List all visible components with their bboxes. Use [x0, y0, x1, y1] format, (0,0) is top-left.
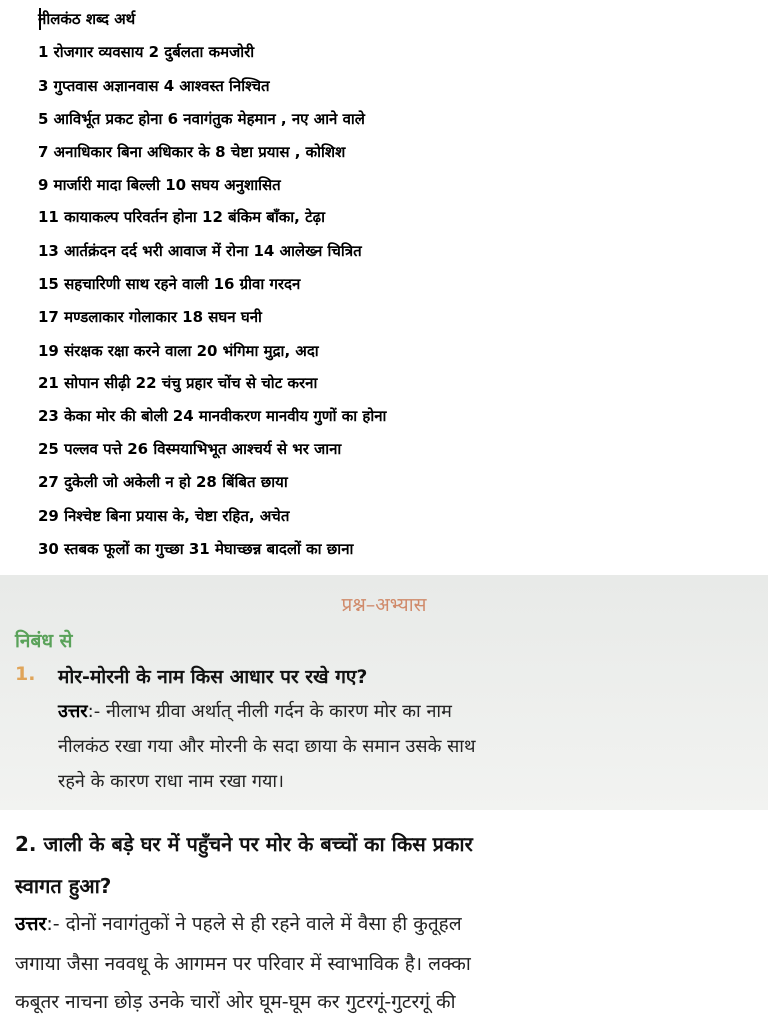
answer-label: उत्तर: [58, 701, 88, 722]
exercise-subheading: निबंध से: [15, 630, 73, 652]
vocab-line-text: 15 सहचारिणी साथ रहने वाली 16 ग्रीवा गरदन: [38, 275, 301, 293]
vocab-line-text: 17 मण्डलाकार गोलाकार 18 सघन घनी: [38, 308, 262, 326]
vocab-line: [38, 202, 325, 232]
question-line: 2. जाली के बड़े घर में पहुँचने पर मोर के बच्चों का किस प्रकार: [15, 832, 473, 856]
vocab-line-text: 25 पल्लव पत्ते 26 विस्मयाभिभूत आश्चर्य से भर जाना: [38, 440, 342, 458]
vocab-line-text: 1 रोजगार व्यवसाय 2 दुर्बलता कमजोरी: [38, 43, 255, 61]
vocab-line-text: 23 केका मोर की बोली 24 मानवीकरण मानवीय गुणों का होना: [38, 407, 387, 425]
vocab-line-text: 27 दुकेली जो अकेली न हो 28 बिंबित छाया: [38, 473, 288, 491]
answer-line: नीलकंठ रखा गया और मोरनी के सदा छाया के समान उसके साथ: [58, 736, 476, 757]
vocab-line: [38, 170, 281, 200]
answer-line: [15, 910, 462, 936]
vocab-line-text: 29 निश्चेष्ट बिना प्रयास के, चेष्टा रहित, अचेत: [38, 507, 290, 525]
answer-text: :- दोनों नवागंतुकों ने पहले से ही रहने वाले में वैसा ही कुतूहल: [46, 913, 462, 935]
answer-line: कबूतर नाचना छोड़ उनके चारों ओर घूम-घूम कर गुटरगूं-गुटरगूं की: [15, 991, 456, 1013]
vocab-line: [38, 269, 300, 299]
vocab-line: [38, 137, 345, 167]
answer-label: उत्तर: [15, 913, 47, 935]
answer-line: [58, 699, 452, 723]
vocab-line-text: 19 संरक्षक रक्षा करने वाला 20 भंगिमा मुद्रा, अदा: [38, 342, 319, 360]
vocab-line: [38, 37, 254, 67]
vocab-line-text: 7 अनाधिकार बिना अधिकार के 8 चेष्टा प्रयास , कोशिश: [38, 143, 346, 161]
vocab-line: [38, 501, 289, 531]
vocab-line-text: 30 स्तबक फूलों का गुच्छा 31 मेघाच्छन्न बादलों का छाना: [38, 540, 354, 558]
vocab-line-text: नीलकंठ शब्द अर्थ: [38, 10, 136, 28]
answer-text: :- नीलाभ ग्रीवा अर्थात् नीली गर्दन के कारण मोर का नाम: [87, 701, 452, 722]
exercise-section: [0, 575, 768, 810]
vocab-line: [38, 434, 341, 464]
vocab-line-text: 13 आर्तक्रंदन दर्द भरी आवाज में रोना 14 आलेख्न चित्रित: [38, 242, 362, 260]
vocab-line: [38, 336, 319, 366]
question-text: मोर-मोरनी के नाम किस आधार पर रखे गए?: [58, 666, 368, 688]
question-line: स्वागत हुआ?: [15, 874, 112, 898]
vocab-line: [38, 401, 386, 431]
vocab-line: [38, 302, 262, 332]
vocab-line-text: 9 मार्जारी मादा बिल्ली 10 सघय अनुशासित: [38, 176, 281, 194]
answer-line: जगाया जैसा नववधू के आगमन पर परिवार में स्वाभाविक है। लक्का: [15, 953, 471, 975]
answer-line: रहने के कारण राधा नाम रखा गया।: [58, 771, 284, 792]
vocab-line: [38, 368, 317, 398]
vocab-line-text: 11 कायाकल्प परिवर्तन होना 12 बंकिम बाँका, टेढ़ा: [38, 208, 325, 226]
vocab-line: [38, 467, 288, 497]
vocab-line-text: 5 आविर्भूत प्रकट होना 6 नवागंतुक मेहमान , नए आने वाले: [38, 110, 365, 128]
question-number: 1.: [15, 663, 36, 685]
exercise-heading: प्रश्न–अभ्यास: [341, 594, 427, 616]
vocab-line: [38, 104, 365, 134]
vocab-line: [38, 236, 362, 266]
vocab-line: [38, 71, 270, 101]
vocab-line-text: 3 गुप्तवास अज्ञानवास 4 आश्वस्त निश्चित: [38, 77, 270, 95]
vocab-header-line: [38, 4, 135, 34]
question-2-section: [0, 810, 768, 1024]
vocab-line-text: 21 सोपान सीढ़ी 22 चंचु प्रहार चोंच से चोट करना: [38, 374, 318, 392]
vocab-line: [38, 534, 353, 564]
